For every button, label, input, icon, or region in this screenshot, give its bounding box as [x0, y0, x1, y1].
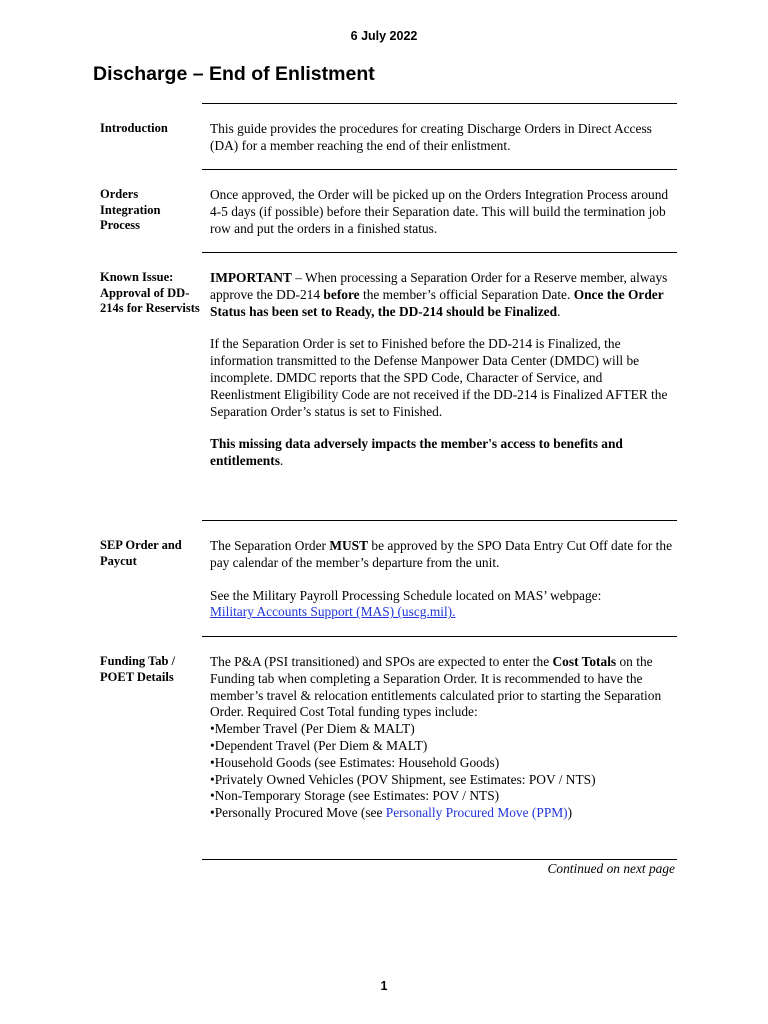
section-label-sep-order: SEP Order and Paycut — [100, 538, 182, 568]
orders-integration-text: Once approved, the Order will be picked up on the Orders Integration Process around 4-5 days (if possible) before their Separation date. This will build the termination job row and put the orders in a finished status. — [210, 187, 669, 236]
continued-note: Continued on next page — [547, 861, 675, 876]
known-issue-paragraph-1: IMPORTANT – When processing a Separation Order for a Reserve member, always approve the DD-214 before the member’s official Separation Date. Once the Order Status has been set to Ready, the DD-214 should be Finalized. — [210, 270, 668, 319]
funding-types-list — [210, 721, 676, 822]
list-item: • Personally Procured Move (see Personally Procured Move (PPM)) — [210, 805, 676, 822]
section-rule — [202, 520, 677, 521]
list-item: • Member Travel (Per Diem & MALT) — [210, 721, 676, 738]
section-rule — [202, 252, 677, 253]
page-number: 1 — [380, 979, 388, 993]
mas-webpage-link[interactable]: Military Accounts Support (MAS) (uscg.mil). — [210, 604, 456, 620]
document-title: Discharge – End of Enlistment — [93, 63, 375, 85]
section-label-funding: Funding Tab / POET Details — [100, 654, 176, 684]
important-lead: IMPORTANT — [210, 270, 292, 285]
known-issue-paragraph-3: This missing data adversely impacts the member's access to benefits and entitlements. — [210, 436, 623, 469]
known-issue-paragraph-2: If the Separation Order is set to Finished before the DD-214 is Finalized, the information transmitted to the Defense Manpower Data Center (DMDC) will be incomplete. DMDC reports that the SPD Code, Character of Service, and Reenlistment Eligibility Code are not received if the DD-214 is Finalized AFTER the Separation Order’s status is set to Finished. — [210, 336, 668, 419]
section-label-orders-integration: Orders Integration Process — [100, 187, 161, 232]
section-body-introduction — [210, 121, 676, 155]
list-item: • Non-Temporary Storage (see Estimates: POV / NTS) — [210, 788, 676, 805]
sep-order-paragraph-2: See the Military Payroll Processing Schedule located on MAS’ webpage: Military Accounts Support (MAS) (uscg.mil). — [210, 587, 602, 620]
sep-order-paragraph-1: The Separation Order MUST be approved by the SPO Data Entry Cut Off date for the pay calendar of the member’s departure from the unit. — [210, 538, 673, 570]
section-rule — [202, 636, 677, 637]
list-item: • Dependent Travel (Per Diem & MALT) — [210, 738, 676, 755]
list-item: • Household Goods (see Estimates: Household Goods) — [210, 755, 676, 772]
section-label-known-issue: Known Issue: Approval of DD-214s for Reservists — [100, 270, 200, 315]
section-body-funding — [210, 654, 676, 822]
list-item: • Privately Owned Vehicles (POV Shipment, see Estimates: POV / NTS) — [210, 772, 676, 789]
section-label-introduction: Introduction — [100, 121, 168, 135]
section-body-sep-order — [210, 538, 676, 621]
ppm-link[interactable]: Personally Procured Move (PPM) — [385, 805, 568, 821]
funding-paragraph: The P&A (PSI transitioned) and SPOs are expected to enter the Cost Totals on the Funding tab when completing a Separation Order. It is recommended to have the member’s travel & relocation entitlements calculated prior to starting the Separation Order. Required Cost Total funding types include: — [210, 654, 662, 720]
header-date: 6 July 2022 — [350, 29, 418, 43]
section-rule — [202, 103, 677, 104]
section-rule — [202, 169, 677, 170]
section-body-orders-integration — [210, 187, 676, 237]
introduction-text: This guide provides the procedures for creating Discharge Orders in Direct Access (DA) for a member reaching the end of their enlistment. — [210, 121, 652, 153]
section-body-known-issue — [210, 270, 676, 470]
section-rule — [202, 859, 677, 860]
